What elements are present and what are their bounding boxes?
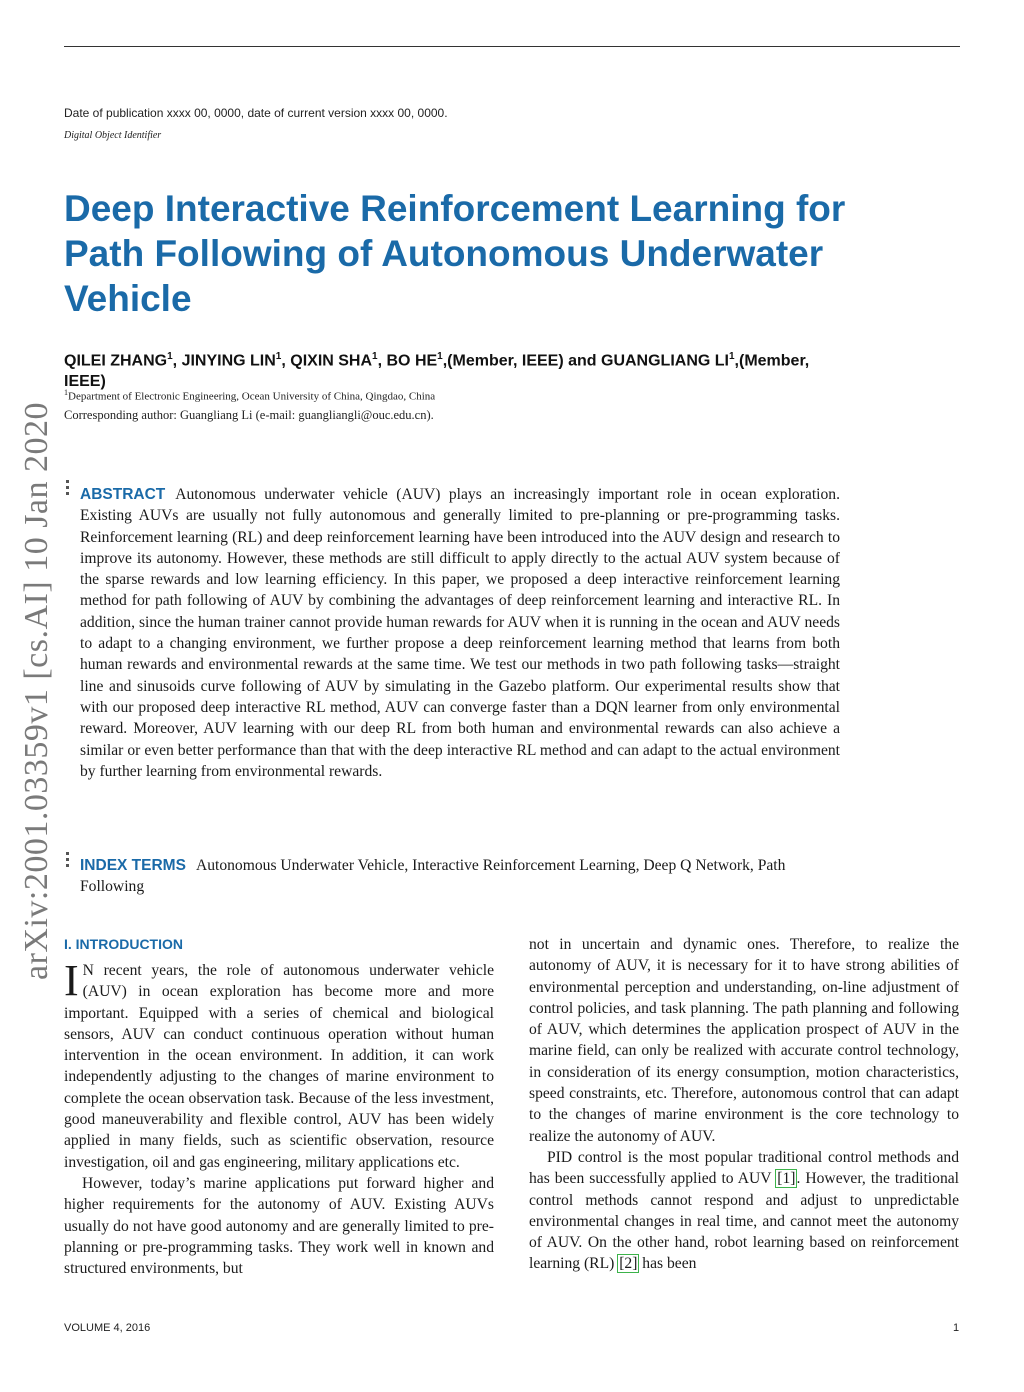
affiliation-marker: 1 bbox=[372, 351, 378, 362]
author-name: BO HE bbox=[386, 352, 438, 370]
affiliation-marker: 1 bbox=[64, 388, 68, 397]
citation-link[interactable]: [2] bbox=[619, 1255, 638, 1273]
right-column bbox=[529, 934, 959, 1275]
paper-title: Deep Interactive Reinforcement Learning for Path Following of Autonomous Underwater Vehicle bbox=[64, 188, 846, 319]
paragraph-text: has been bbox=[638, 1255, 697, 1273]
section-heading: I. INTRODUCTION bbox=[64, 936, 183, 952]
author-name: QILEI ZHANG bbox=[64, 352, 168, 370]
author-name: QIXIN SHA bbox=[290, 352, 373, 370]
affiliation-marker: 1 bbox=[728, 351, 735, 362]
citation-link[interactable]: [1] bbox=[777, 1170, 796, 1188]
drop-cap: I bbox=[64, 956, 79, 1005]
affiliation-marker: 1 bbox=[437, 351, 443, 362]
abstract-marker bbox=[66, 480, 70, 498]
index-terms-text: Autonomous Underwater Vehicle, Interactive Reinforcement Learning, Deep Q Network, Path Following bbox=[80, 857, 786, 896]
affiliation bbox=[64, 388, 435, 403]
left-column bbox=[64, 934, 494, 1279]
affiliation-marker: 1 bbox=[167, 351, 173, 362]
author-note: ,(Member, IEEE) and GUANGLIANG LI bbox=[442, 352, 729, 370]
intro-paragraph-1 bbox=[64, 956, 494, 1173]
page-number: 1 bbox=[953, 1322, 960, 1334]
abstract bbox=[80, 484, 840, 782]
author-name: JINYING LIN bbox=[181, 352, 276, 370]
index-terms-marker bbox=[66, 852, 70, 870]
arxiv-identifier: arXiv:2001.03359v1 [cs.AI] 10 Jan 2020 bbox=[18, 401, 55, 980]
intro-paragraph-4 bbox=[529, 1147, 959, 1275]
paragraph-text: . However, the traditional control methods cannot respond and adjust to unpredictable environmental changes in real time, and cannot meet the autonomy of AUV. On the other hand, robot learning based on reinforcement learning (RL) bbox=[529, 1170, 959, 1273]
volume-label: VOLUME 4, 2016 bbox=[64, 1322, 151, 1334]
affiliation-marker: 1 bbox=[275, 351, 282, 362]
paragraph-text: PID control is the most popular traditional control methods and has been successfully applied to AUV bbox=[529, 1148, 959, 1188]
intro-paragraph-2: However, today’s marine applications put forward higher and higher requirements for the autonomy of AUV. Existing AUVs usually do not have good autonomy and are generally limited to pre-planning or pre-programming tasks. They work well in known and structured environments, but bbox=[64, 1174, 494, 1278]
corresponding-author: Corresponding author: Guangliang Li (e-mail: guangliangli@ouc.edu.cn). bbox=[64, 408, 434, 422]
author-list: QILEI ZHANG$^1$, JINYING LIN$^1$, QIXIN SHA$^1$, BO $HE^1,(Member$, IEEE) and GUANGLIANG $LI^1,(Member$, IEEE) bbox=[64, 351, 810, 391]
intro-paragraph-1-text: N recent years, the role of autonomous underwater vehicle (AUV) in ocean exploration has become more and more important. Equipped with a series of chemical and biological sensors, AUV can conduct continuous operation without human intervention in the ocean environment. In addition, it can work independently adjusting to the changes of marine environment to complete the ocean observation task. Because of the less investment, good maneuverability and flexible control, AUV has been widely applied in many fields, such as scientific observation, resource investigation, oil and gas engineering, military applications etc. bbox=[64, 962, 494, 1171]
intro-paragraph-3: not in uncertain and dynamic ones. Therefore, to realize the autonomy of AUV, it is necessary for it to have strong abilities of environmental perception and understanding, on-line adjustment of control policies, and task planning. The path planning and following of AUV, which determines the application prospect of AUV in the marine field, can only be realized with accurate control technology, in consideration of its energy consumption, motion characteristics, speed constraints, etc. Therefore, autonomous control that can adapt to the changes of marine environment is the core technology to realize the autonomy of AUV. bbox=[529, 936, 959, 1145]
author-note: ,(Member, IEEE) bbox=[64, 352, 810, 391]
abstract-text: Autonomous underwater vehicle (AUV) plays an increasingly important role in ocean exploration. Existing AUVs are usually not fully autonomous and generally limited to pre-planning or pre-programming tasks. Reinforcement learning (RL) and deep reinforcement learning have been introduced into the AUV design and research to improve its autonomy. However, these methods are still difficult to apply directly to the actual AUV system because of the sparse rewards and low learning efficiency. In this paper, we proposed a deep interactive reinforcement learning method for path following of AUV by combining the advantages of deep reinforcement learning and interactive RL. In addition, since the human trainer cannot provide human rewards for AUV when it is running in the ocean and AUV needs to adapt to a changing environment, we further propose a deep reinforcement learning method that learns from both human rewards and environmental rewards at the same time. We test our methods in two path following tasks—straight line and sinusoids curve following of AUV by simulating in the Gazebo platform. Our experimental results show that with our proposed deep interactive RL method, AUV can converge faster than a DQN learner from only environmental reward. Moreover, AUV learning with our deep RL from both human and environmental rewards can also achieve a similar or even better performance than that with the deep interactive RL method and can adapt to the actual environment by further learning from environmental rewards. bbox=[80, 486, 840, 780]
doi-label: Digital Object Identifier bbox=[64, 130, 162, 141]
publication-date: Date of publication xxxx 00, 0000, date of current version xxxx 00, 0000. bbox=[64, 106, 448, 120]
header-rule bbox=[64, 46, 960, 47]
index-terms bbox=[80, 855, 840, 898]
affiliation-text: Department of Electronic Engineering, Ocean University of China, Qingdao, China bbox=[68, 390, 436, 403]
abstract-label: ABSTRACT bbox=[80, 486, 166, 503]
index-terms-label: INDEX TERMS bbox=[80, 857, 186, 874]
